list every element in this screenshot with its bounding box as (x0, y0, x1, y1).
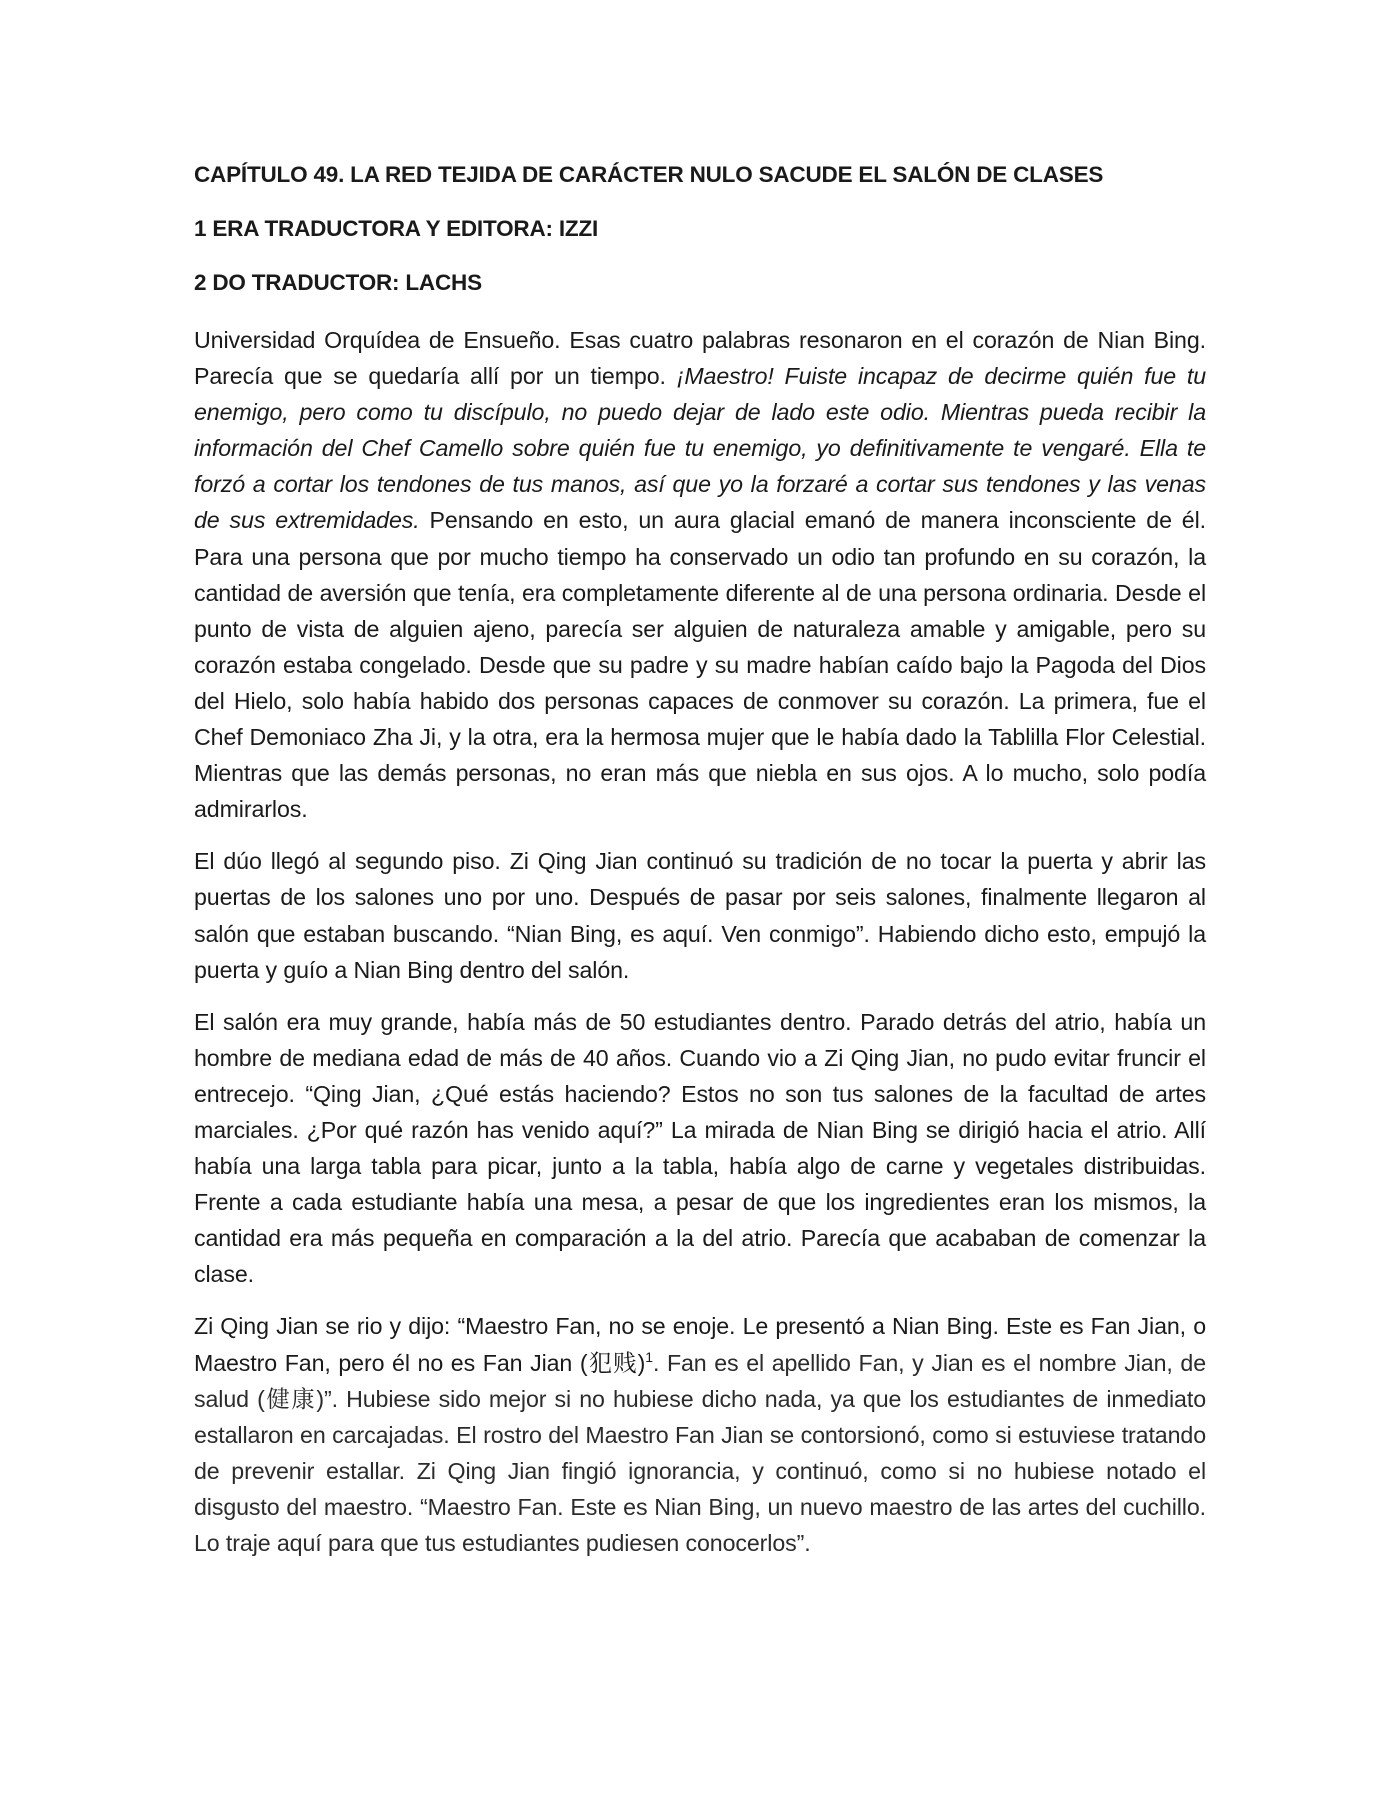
document-page (194, 160, 1206, 1577)
paragraph-4-text-a: Zi Qing Jian se rio y dijo: “Maestro Fan, no se enoje. Le presentó a Nian Bing. Este es Fan Jian, o Maestro Fan, pero él no es Fan Jian (犯贱) (194, 1313, 1206, 1376)
paragraph-1-text-a: Universidad Orquídea de Ensueño. Esas cuatro palabras resonaron en el corazón de Nian Bing. Parecía que se quedaría allí por un tiempo. (194, 327, 1206, 390)
paragraph-4-text-b: . Fan es el apellido Fan, y Jian es el nombre Jian, de salud (健康)”. Hubiese sido mejor si no hubiese dicho nada, ya que los estudiantes de inmediato estallaron en carcajadas. El rostro del Maestro Fan Jian se contorsionó, como si estuviese tratando de prevenir estallar. Zi Qing Jian fingió ignorancia, y continuó, como si no hubiese notado el disgusto del maestro. “Maestro Fan. Este es Nian Bing, un nuevo maestro de las artes del cuchillo. Lo traje aquí para que tus estudiantes pudiesen conocerlos”. (194, 1349, 1206, 1556)
paragraph-2: El dúo llegó al segundo piso. Zi Qing Jian continuó su tradición de no tocar la puerta y abrir las puertas de los salones uno por uno. Después de pasar por seis salones, finalmente llegaron al salón que estaban buscando. “Nian Bing, es aquí. Ven conmigo”. Habiendo dicho esto, empujó la puerta y guío a Nian Bing dentro del salón. (194, 848, 1206, 983)
translator-credit: 2 DO TRADUCTOR: LACHS (194, 270, 482, 295)
translator-editor-credit: 1 ERA TRADUCTORA Y EDITORA: IZZI (194, 216, 599, 241)
paragraph-1-italic-thought: ¡Maestro! Fuiste incapaz de decirme quién fue tu enemigo, pero como tu discípulo, no puedo dejar de lado este odio. Mientras pueda recibir la información del Chef Camello sobre quién fue tu enemigo, yo definitivamente te vengaré. Ella te forzó a cortar los tendones de tus manos, así que yo la forzaré a cortar sus tendones y las venas de sus extremidades. (194, 363, 1207, 534)
footnote-reference[interactable]: 1 (645, 1348, 653, 1365)
paragraph-1-text-c: Pensando en esto, un aura glacial emanó de manera inconsciente de él. Para una persona que por mucho tiempo ha conservado un odio tan profundo en su corazón, la cantidad de aversión que tenía, era completamente diferente al de una persona ordinaria. Desde el punto de vista de alguien ajeno, parecía ser alguien de naturaleza amable y amigable, pero su corazón estaba congelado. Desde que su padre y su madre habían caído bajo la Pagoda del Dios del Hielo, solo había habido dos personas capaces de conmover su corazón. La primera, fue el Chef Demoniaco Zha Ji, y la otra, era la hermosa mujer que le había dado la Tablilla Flor Celestial. Mientras que las demás personas, no eran más que niebla en sus ojos. A lo mucho, solo podía admirarlos. (194, 507, 1206, 823)
paragraph-4 (194, 1308, 1206, 1561)
paragraph-1 (194, 322, 1206, 827)
chapter-title: CAPÍTULO 49. LA RED TEJIDA DE CARÁCTER NULO SACUDE EL SALÓN DE CLASES (194, 162, 1104, 187)
paragraph-3: El salón era muy grande, había más de 50 estudiantes dentro. Parado detrás del atrio, había un hombre de mediana edad de más de 40 años. Cuando vio a Zi Qing Jian, no pudo evitar fruncir el entrecejo. “Qing Jian, ¿Qué estás haciendo? Estos no son tus salones de la facultad de artes marciales. ¿Por qué razón has venido aquí?” La mirada de Nian Bing se dirigió hacia el atrio. Allí había una larga tabla para picar, junto a la tabla, había algo de carne y vegetales distribuidas. Frente a cada estudiante había una mesa, a pesar de que los ingredientes eran los mismos, la cantidad era más pequeña en comparación a la del atrio. Parecía que acababan de comenzar la clase. (194, 1008, 1206, 1288)
